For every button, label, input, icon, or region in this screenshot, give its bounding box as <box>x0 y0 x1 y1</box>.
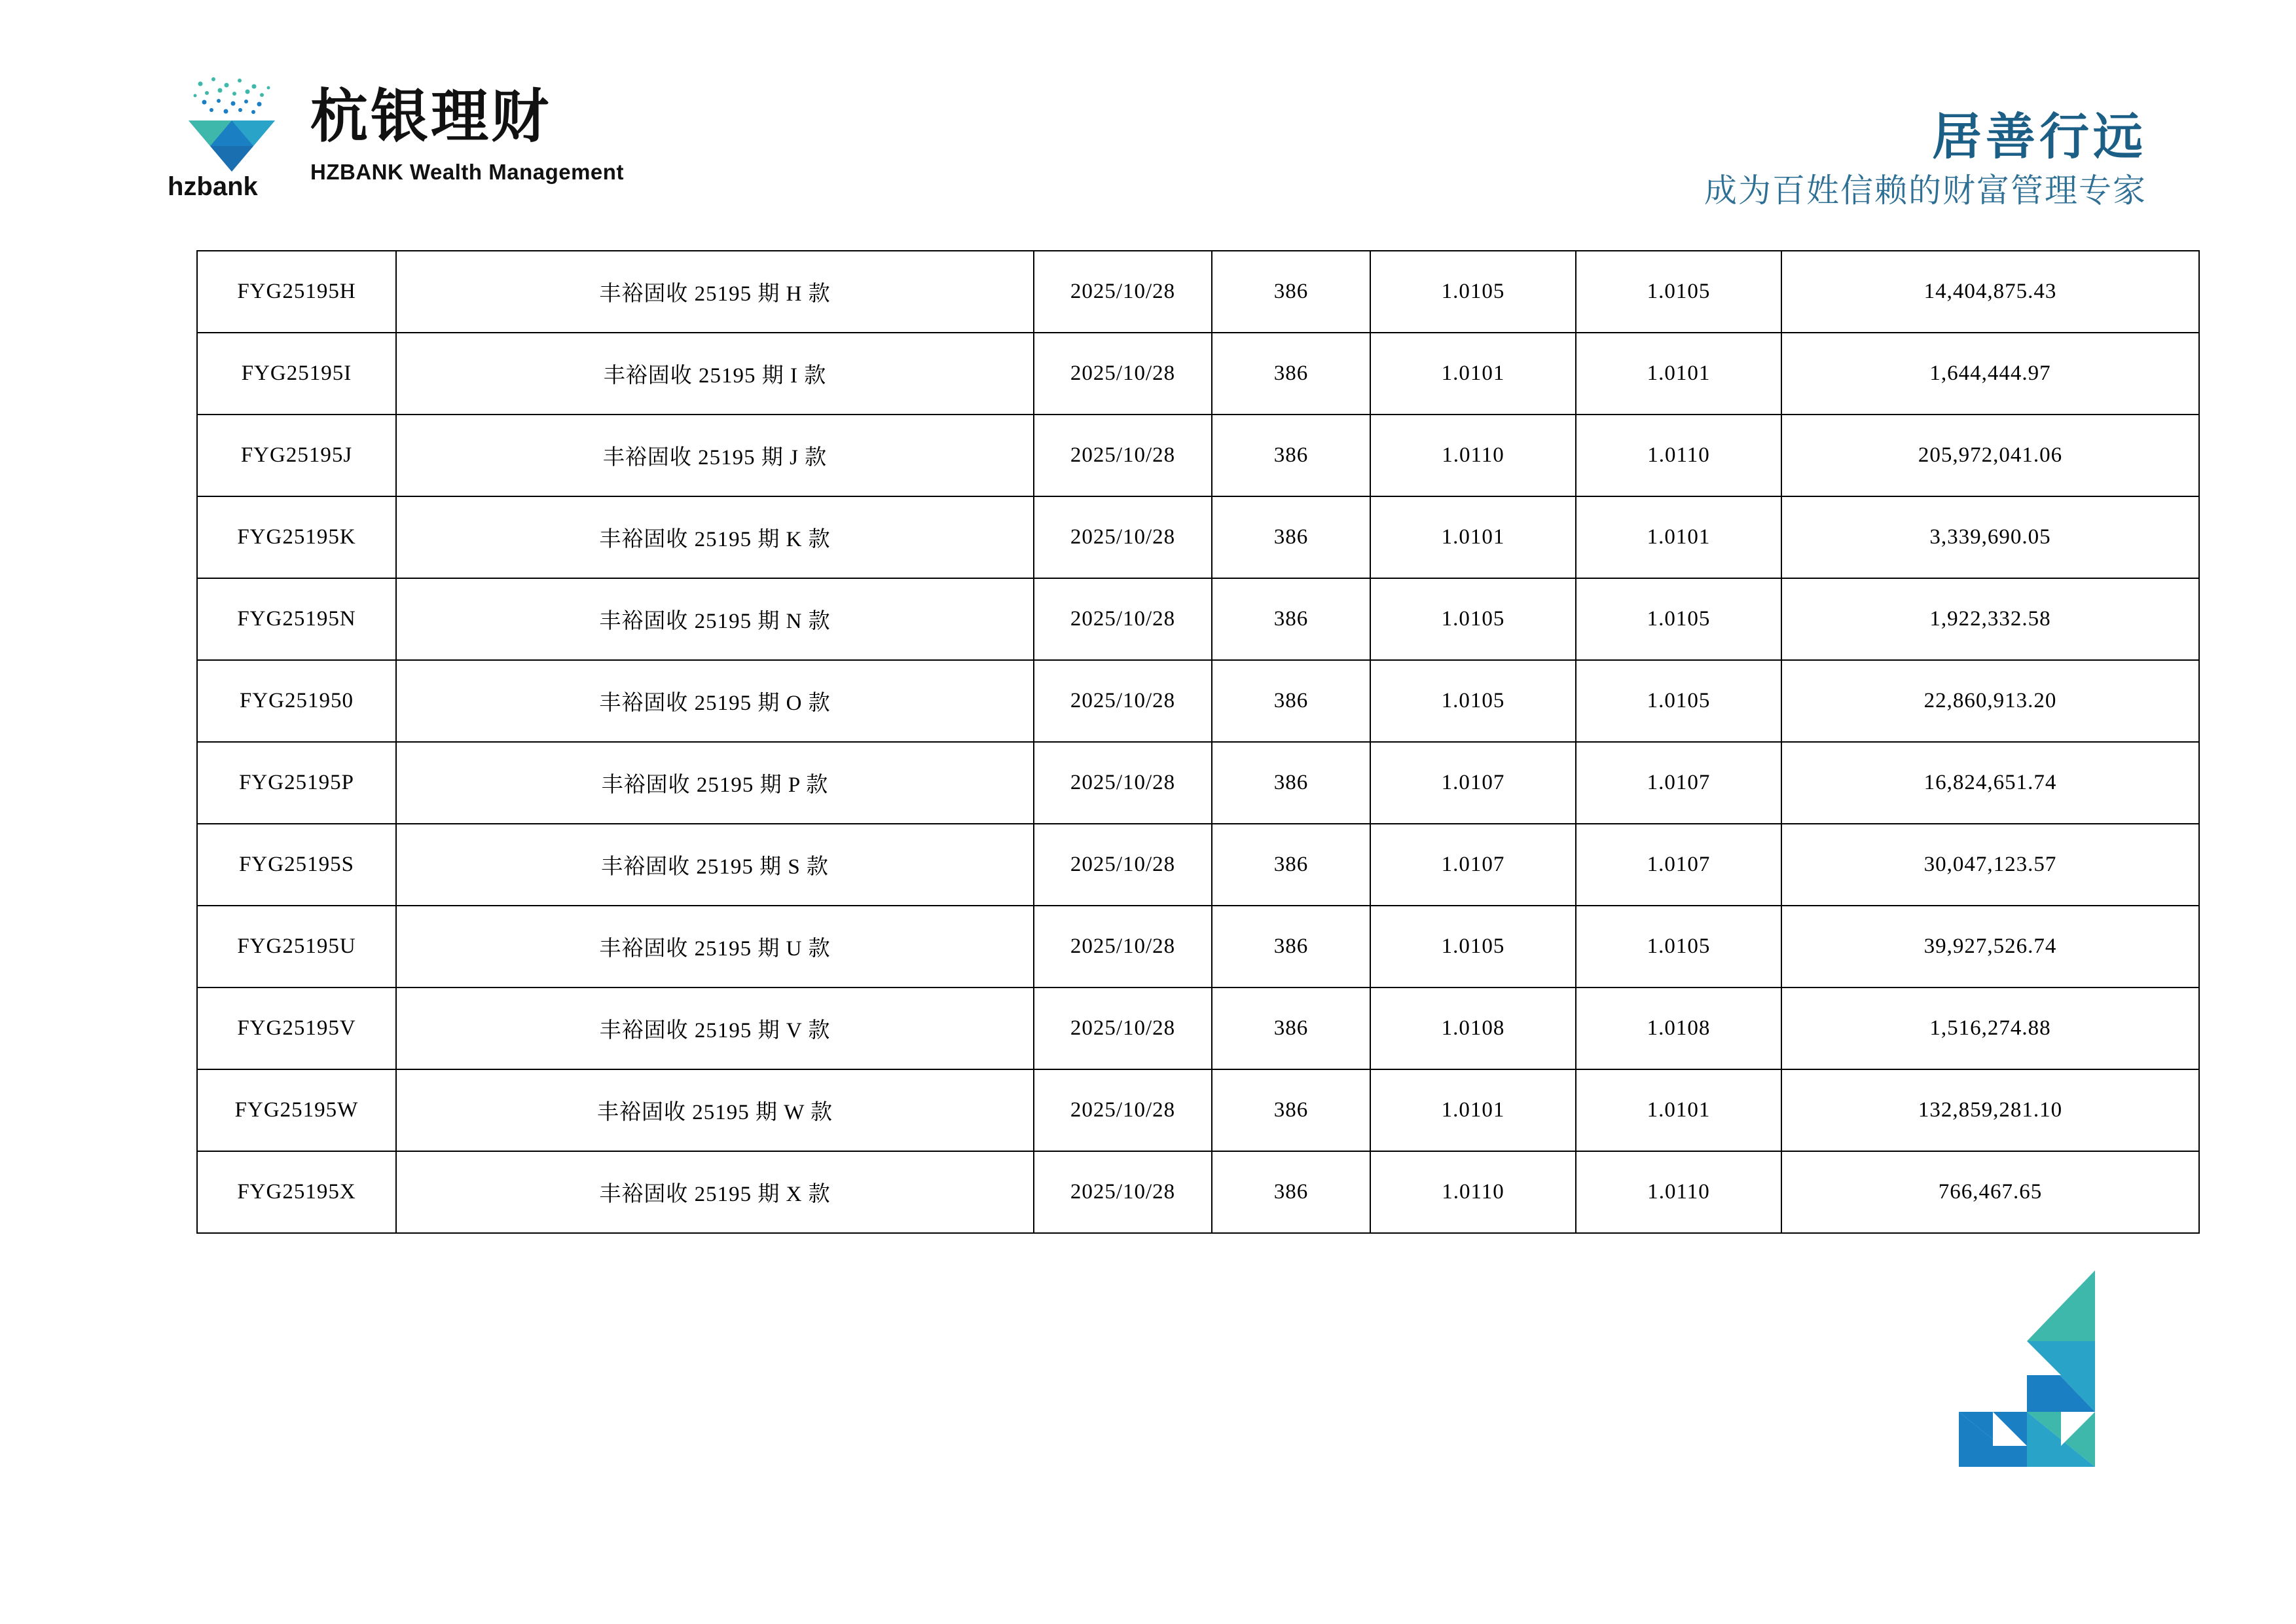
cell-amount: 1,516,274.88 <box>1781 987 2199 1069</box>
cell-date: 2025/10/28 <box>1034 1069 1212 1151</box>
brand-name-en: HZBANK Wealth Management <box>310 160 624 184</box>
cell-days: 386 <box>1212 906 1370 987</box>
product-nav-table <box>196 250 2200 1234</box>
cell-nav-cumulative: 1.0110 <box>1576 415 1781 496</box>
cell-nav-cumulative: 1.0105 <box>1576 906 1781 987</box>
hzbank-logo-icon <box>162 73 301 198</box>
table-row <box>197 251 2199 333</box>
cell-nav-unit: 1.0105 <box>1370 660 1576 742</box>
cell-product-name: 丰裕固收 25195 期 S 款 <box>396 824 1034 906</box>
cell-date: 2025/10/28 <box>1034 824 1212 906</box>
cell-amount: 132,859,281.10 <box>1781 1069 2199 1151</box>
cell-days: 386 <box>1212 660 1370 742</box>
cell-product-code: FYG25195W <box>197 1069 396 1151</box>
cell-nav-cumulative: 1.0101 <box>1576 1069 1781 1151</box>
footer-triangle-logo-icon <box>1899 1264 2108 1473</box>
cell-nav-unit: 1.0105 <box>1370 578 1576 660</box>
cell-date: 2025/10/28 <box>1034 333 1212 415</box>
cell-product-code: FYG25195K <box>197 496 396 578</box>
cell-days: 386 <box>1212 1069 1370 1151</box>
cell-days: 386 <box>1212 251 1370 333</box>
cell-nav-unit: 1.0105 <box>1370 906 1576 987</box>
cell-amount: 22,860,913.20 <box>1781 660 2199 742</box>
cell-nav-unit: 1.0110 <box>1370 415 1576 496</box>
brand-block <box>162 73 624 198</box>
table-row <box>197 333 2199 415</box>
cell-days: 386 <box>1212 824 1370 906</box>
table-row <box>197 578 2199 660</box>
cell-date: 2025/10/28 <box>1034 906 1212 987</box>
cell-nav-unit: 1.0107 <box>1370 824 1576 906</box>
cell-days: 386 <box>1212 742 1370 824</box>
cell-product-code: FYG25195J <box>197 415 396 496</box>
product-nav-table-wrap <box>196 250 2134 1234</box>
cell-nav-cumulative: 1.0108 <box>1576 987 1781 1069</box>
cell-date: 2025/10/28 <box>1034 1151 1212 1233</box>
cell-nav-cumulative: 1.0101 <box>1576 496 1781 578</box>
cell-product-name: 丰裕固收 25195 期 K 款 <box>396 496 1034 578</box>
cell-product-name: 丰裕固收 25195 期 N 款 <box>396 578 1034 660</box>
svg-text:hzbank: hzbank <box>168 172 258 198</box>
cell-nav-cumulative: 1.0107 <box>1576 824 1781 906</box>
cell-product-code: FYG25195U <box>197 906 396 987</box>
cell-nav-unit: 1.0108 <box>1370 987 1576 1069</box>
cell-nav-cumulative: 1.0105 <box>1576 578 1781 660</box>
table-row <box>197 987 2199 1069</box>
slogan-block <box>1704 111 2147 209</box>
cell-nav-unit: 1.0101 <box>1370 1069 1576 1151</box>
cell-product-name: 丰裕固收 25195 期 V 款 <box>396 987 1034 1069</box>
cell-date: 2025/10/28 <box>1034 415 1212 496</box>
cell-nav-cumulative: 1.0107 <box>1576 742 1781 824</box>
cell-product-name: 丰裕固收 25195 期 U 款 <box>396 906 1034 987</box>
cell-amount: 1,922,332.58 <box>1781 578 2199 660</box>
cell-product-name: 丰裕固收 25195 期 I 款 <box>396 333 1034 415</box>
table-row <box>197 1069 2199 1151</box>
cell-product-code: FYG25195S <box>197 824 396 906</box>
cell-date: 2025/10/28 <box>1034 742 1212 824</box>
cell-days: 386 <box>1212 415 1370 496</box>
table-row <box>197 415 2199 496</box>
cell-date: 2025/10/28 <box>1034 660 1212 742</box>
table-row <box>197 1151 2199 1233</box>
cell-nav-cumulative: 1.0101 <box>1576 333 1781 415</box>
cell-amount: 39,927,526.74 <box>1781 906 2199 987</box>
table-row <box>197 742 2199 824</box>
cell-amount: 16,824,651.74 <box>1781 742 2199 824</box>
cell-product-code: FYG25195N <box>197 578 396 660</box>
cell-days: 386 <box>1212 333 1370 415</box>
cell-amount: 205,972,041.06 <box>1781 415 2199 496</box>
cell-amount: 30,047,123.57 <box>1781 824 2199 906</box>
cell-nav-cumulative: 1.0105 <box>1576 660 1781 742</box>
cell-product-code: FYG251950 <box>197 660 396 742</box>
cell-days: 386 <box>1212 496 1370 578</box>
cell-product-code: FYG25195V <box>197 987 396 1069</box>
cell-nav-cumulative: 1.0105 <box>1576 251 1781 333</box>
slogan-sub: 成为百姓信赖的财富管理专家 <box>1704 172 2147 209</box>
table-row <box>197 906 2199 987</box>
table-body <box>197 251 2199 1233</box>
cell-product-code: FYG25195I <box>197 333 396 415</box>
cell-product-code: FYG25195P <box>197 742 396 824</box>
cell-product-code: FYG25195H <box>197 251 396 333</box>
slogan-main: 居善行远 <box>1932 109 2147 165</box>
cell-product-name: 丰裕固收 25195 期 J 款 <box>396 415 1034 496</box>
cell-product-name: 丰裕固收 25195 期 W 款 <box>396 1069 1034 1151</box>
brand-name-cn: 杭银理财 <box>310 84 552 149</box>
cell-nav-unit: 1.0107 <box>1370 742 1576 824</box>
cell-date: 2025/10/28 <box>1034 496 1212 578</box>
cell-amount: 1,644,444.97 <box>1781 333 2199 415</box>
cell-days: 386 <box>1212 578 1370 660</box>
cell-nav-cumulative: 1.0110 <box>1576 1151 1781 1233</box>
cell-nav-unit: 1.0101 <box>1370 496 1576 578</box>
brand-text-block <box>310 73 624 185</box>
cell-amount: 3,339,690.05 <box>1781 496 2199 578</box>
table-row <box>197 496 2199 578</box>
cell-product-name: 丰裕固收 25195 期 H 款 <box>396 251 1034 333</box>
cell-product-name: 丰裕固收 25195 期 X 款 <box>396 1151 1034 1233</box>
cell-product-name: 丰裕固收 25195 期 P 款 <box>396 742 1034 824</box>
cell-days: 386 <box>1212 987 1370 1069</box>
cell-amount: 766,467.65 <box>1781 1151 2199 1233</box>
page-header <box>0 0 2296 236</box>
cell-nav-unit: 1.0110 <box>1370 1151 1576 1233</box>
cell-date: 2025/10/28 <box>1034 251 1212 333</box>
cell-nav-unit: 1.0101 <box>1370 333 1576 415</box>
table-row <box>197 824 2199 906</box>
cell-date: 2025/10/28 <box>1034 578 1212 660</box>
cell-nav-unit: 1.0105 <box>1370 251 1576 333</box>
cell-days: 386 <box>1212 1151 1370 1233</box>
table-row <box>197 660 2199 742</box>
cell-amount: 14,404,875.43 <box>1781 251 2199 333</box>
cell-date: 2025/10/28 <box>1034 987 1212 1069</box>
cell-product-code: FYG25195X <box>197 1151 396 1233</box>
cell-product-name: 丰裕固收 25195 期 O 款 <box>396 660 1034 742</box>
